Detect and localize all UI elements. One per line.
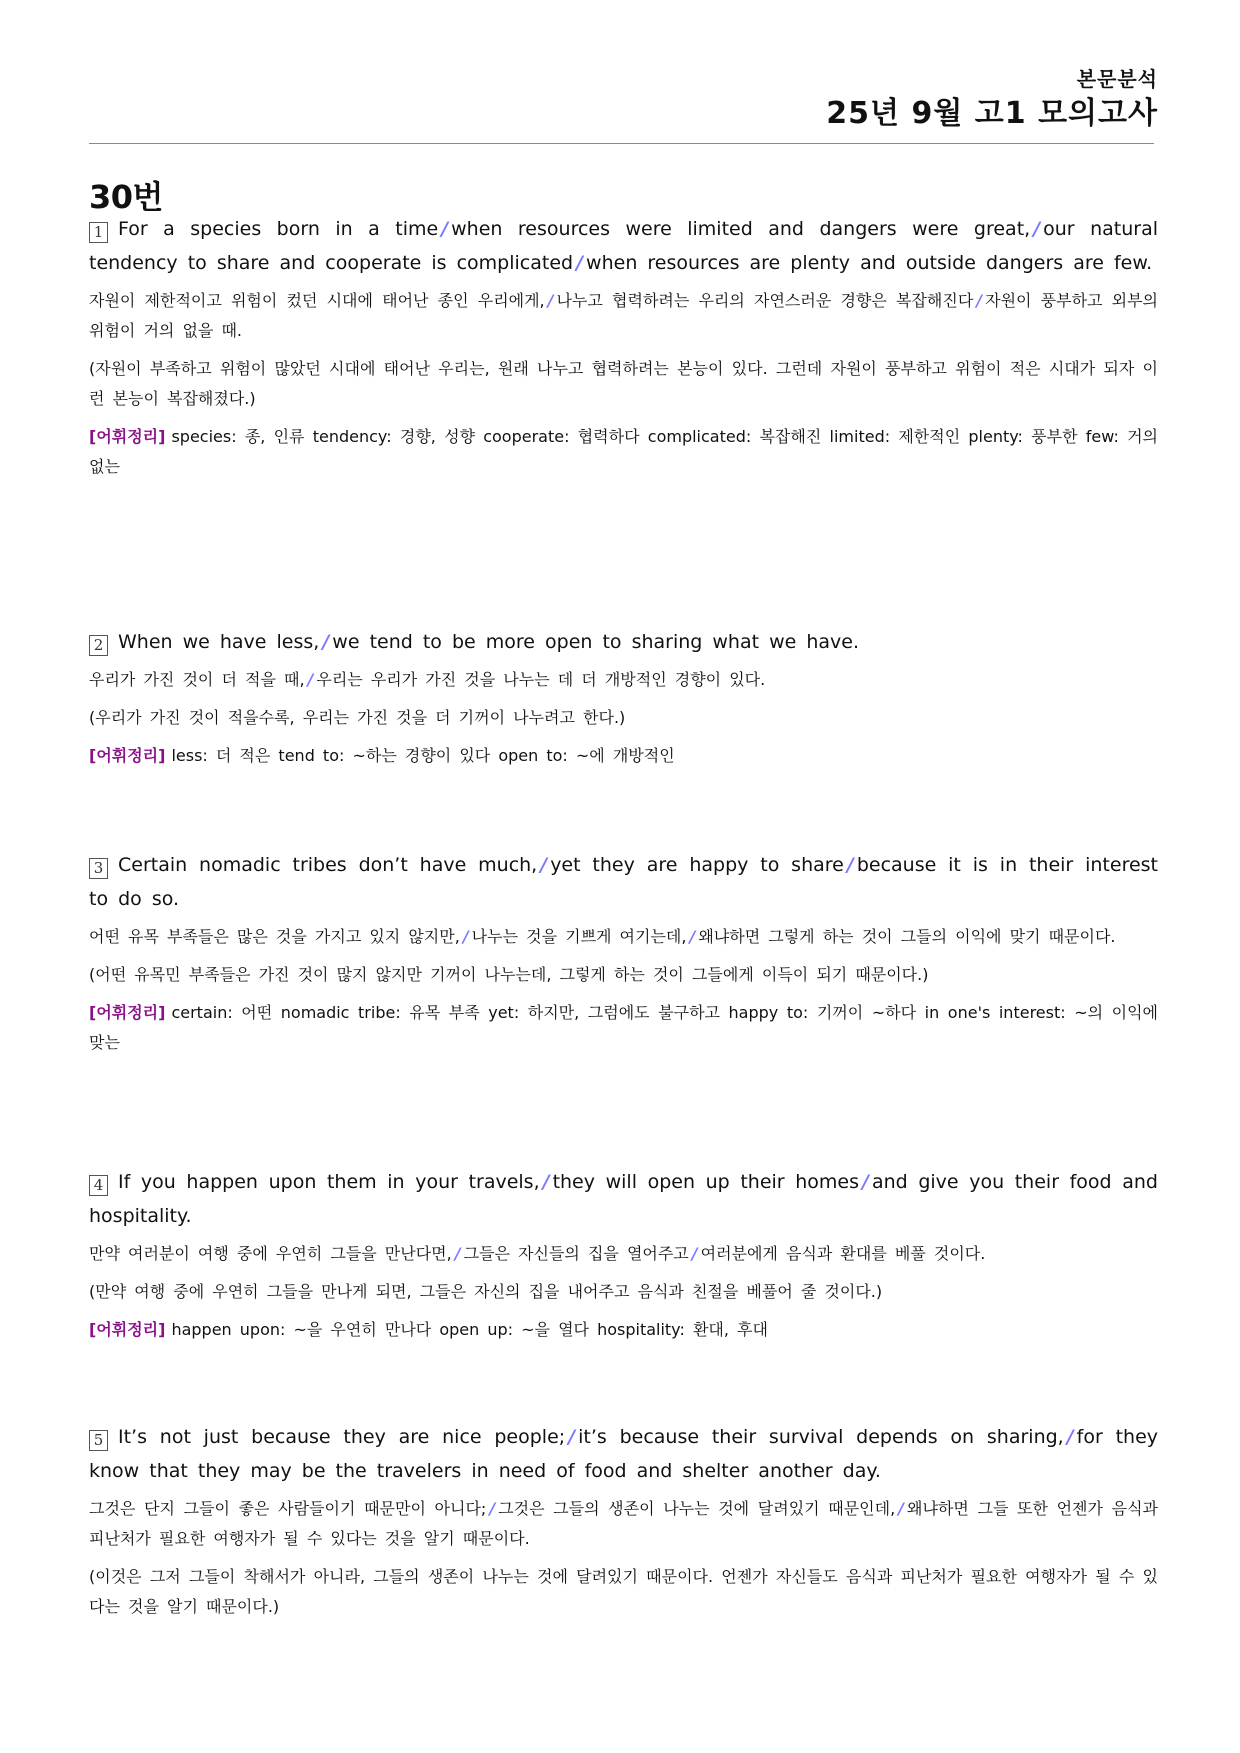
paraphrase: (어떤 유목민 부족들은 가진 것이 많지 않지만 기꺼이 나누는데, 그렇게 하는 것이 그들에게 이득이 되기 때문이다.) <box>89 965 929 984</box>
korean-translation <box>89 1494 1158 1554</box>
vocab-text: species: 종, 인류 tendency: 경향, 성향 cooperate: 협력하다 complicated: 복잡해진 limited: 제한적인 plenty: 풍부한 few: 거의 없는 <box>89 427 1158 476</box>
vocab-text: happen upon: ~을 우연히 만나다 open up: ~을 열다 hospitality: 환대, 후대 <box>171 1320 768 1339</box>
sentence-block-3 <box>89 848 1158 1066</box>
slash-divider: / <box>1033 218 1041 240</box>
sentence-block-5 <box>89 1420 1158 1630</box>
chunk: 나누고 협력하려는 우리의 자연스러운 경향은 복잡해진다 <box>556 291 974 310</box>
slash-divider: / <box>689 927 696 946</box>
korean-translation <box>89 665 1158 695</box>
chunk: 우리는 우리가 가진 것을 나누는 데 더 개방적인 경향이 있다. <box>316 670 766 689</box>
slash-divider: / <box>462 927 469 946</box>
chunk: 자원이 제한적이고 위험이 컸던 시대에 태어난 종인 우리에게, <box>89 291 545 310</box>
header-title: 25년 9월 고1 모의고사 <box>826 96 1158 131</box>
sentence-number-box: 3 <box>89 858 108 879</box>
sentence-block-2 <box>89 625 1158 779</box>
paraphrase: (자원이 부족하고 위험이 많았던 시대에 태어난 우리는, 원래 나누고 협력하려는 본능이 있다. 그런데 자원이 풍부하고 위험이 적은 시대가 되자 이런 본능이 복잡해졌다.) <box>89 359 1158 408</box>
slash-divider: / <box>542 1171 550 1193</box>
slash-divider: / <box>547 291 554 310</box>
chunk: 어떤 유목 부족들은 많은 것을 가지고 있지 않지만, <box>89 927 460 946</box>
slash-divider: / <box>489 1499 496 1518</box>
chunk: our natural tendency to share and cooperate is complicated <box>89 218 1158 274</box>
chunk: 왜냐하면 그렇게 하는 것이 그들의 이익에 맞기 때문이다. <box>698 927 1116 946</box>
slash-divider: / <box>976 291 983 310</box>
header-subtitle: 본문분석 <box>1076 67 1158 91</box>
vocab-text: certain: 어떤 nomadic tribe: 유목 부족 yet: 하지만, 그럼에도 불구하고 happy to: 기꺼이 ~하다 in one's interest: ~의 이익에 맞는 <box>89 1003 1158 1052</box>
slash-divider: / <box>691 1244 698 1263</box>
chunk: and give you their food and hospitality. <box>89 1171 1158 1227</box>
vocab-summary <box>89 422 1158 482</box>
slash-divider: / <box>576 252 584 274</box>
slash-divider: / <box>540 854 548 876</box>
paraphrase: (만약 여행 중에 우연히 그들을 만나게 되면, 그들은 자신의 집을 내어주고 음식과 친절을 베풀어 줄 것이다.) <box>89 1282 883 1301</box>
document-header <box>89 66 1158 134</box>
chunk: 자원이 풍부하고 외부의 위험이 거의 없을 때. <box>89 291 1159 340</box>
sentence-block-1 <box>89 212 1158 490</box>
chunk: It’s not just because they are nice people; <box>118 1426 566 1448</box>
korean-translation <box>89 286 1158 346</box>
chunk: Certain nomadic tribes don’t have much, <box>118 854 538 876</box>
vocab-label: [어휘정리] <box>89 1320 166 1339</box>
chunk: yet they are happy to share <box>550 854 844 876</box>
question-number: 30번 <box>89 178 163 216</box>
paraphrase: (이것은 그저 그들이 착해서가 아니라, 그들의 생존이 나누는 것에 달려있기 때문이다. 언젠가 자신들도 음식과 피난처가 필요한 여행자가 될 수 있다는 것을 알기 때문이다.) <box>89 1567 1158 1616</box>
slash-divider: / <box>846 854 854 876</box>
chunk: when resources were limited and dangers were great, <box>451 218 1031 240</box>
chunk: when resources are plenty and outside dangers are few. <box>586 252 1153 274</box>
english-sentence <box>89 1165 1158 1233</box>
chunk: we tend to be more open to sharing what we have. <box>332 631 860 653</box>
english-sentence <box>89 212 1158 280</box>
vocab-label: [어휘정리] <box>89 427 166 446</box>
sentence-block-4 <box>89 1165 1158 1353</box>
chunk: 그들은 자신들의 집을 열어주고 <box>463 1244 689 1263</box>
english-sentence <box>89 1420 1158 1488</box>
header-divider <box>89 143 1154 144</box>
vocab-label: [어휘정리] <box>89 1003 166 1022</box>
slash-divider: / <box>322 631 330 653</box>
chunk: If you happen upon them in your travels, <box>118 1171 540 1193</box>
vocab-summary <box>89 998 1158 1058</box>
chunk: 우리가 가진 것이 더 적을 때, <box>89 670 305 689</box>
sentence-number-box: 5 <box>89 1430 108 1451</box>
slash-divider: / <box>307 670 314 689</box>
chunk: 왜냐하면 그들 또한 언젠가 음식과 피난처가 필요한 여행자가 될 수 있다는 것을 알기 때문이다. <box>89 1499 1158 1548</box>
chunk: 여러분에게 음식과 환대를 베풀 것이다. <box>700 1244 986 1263</box>
sentence-number-box: 4 <box>89 1175 108 1196</box>
chunk: 그것은 그들의 생존이 나누는 것에 달려있기 때문인데, <box>498 1499 896 1518</box>
chunk: it’s because their survival depends on sharing, <box>578 1426 1064 1448</box>
chunk: they will open up their homes <box>552 1171 859 1193</box>
korean-translation <box>89 1239 1158 1269</box>
vocab-text: less: 더 적은 tend to: ~하는 경향이 있다 open to: ~에 개방적인 <box>171 746 675 765</box>
slash-divider: / <box>568 1426 576 1448</box>
chunk: 나누는 것을 기쁘게 여기는데, <box>471 927 687 946</box>
chunk: When we have less, <box>118 631 320 653</box>
korean-translation <box>89 922 1158 952</box>
chunk: 만약 여러분이 여행 중에 우연히 그들을 만난다면, <box>89 1244 452 1263</box>
vocab-label: [어휘정리] <box>89 746 166 765</box>
paraphrase: (우리가 가진 것이 적을수록, 우리는 가진 것을 더 기꺼이 나누려고 한다.) <box>89 708 626 727</box>
vocab-summary <box>89 1315 1158 1345</box>
english-sentence <box>89 848 1158 916</box>
chunk: 그것은 단지 그들이 좋은 사람들이기 때문만이 아니다; <box>89 1499 487 1518</box>
slash-divider: / <box>454 1244 461 1263</box>
slash-divider: / <box>1066 1426 1074 1448</box>
chunk: because it is in their interest to do so. <box>89 854 1159 910</box>
slash-divider: / <box>898 1499 905 1518</box>
slash-divider: / <box>441 218 449 240</box>
chunk: for they know that they may be the travelers in need of food and shelter another day. <box>89 1426 1159 1482</box>
vocab-summary <box>89 741 1158 771</box>
sentence-number-box: 1 <box>89 222 108 243</box>
english-sentence <box>89 625 1158 659</box>
sentence-number-box: 2 <box>89 635 108 656</box>
chunk: For a species born in a time <box>118 218 439 240</box>
slash-divider: / <box>862 1171 869 1193</box>
